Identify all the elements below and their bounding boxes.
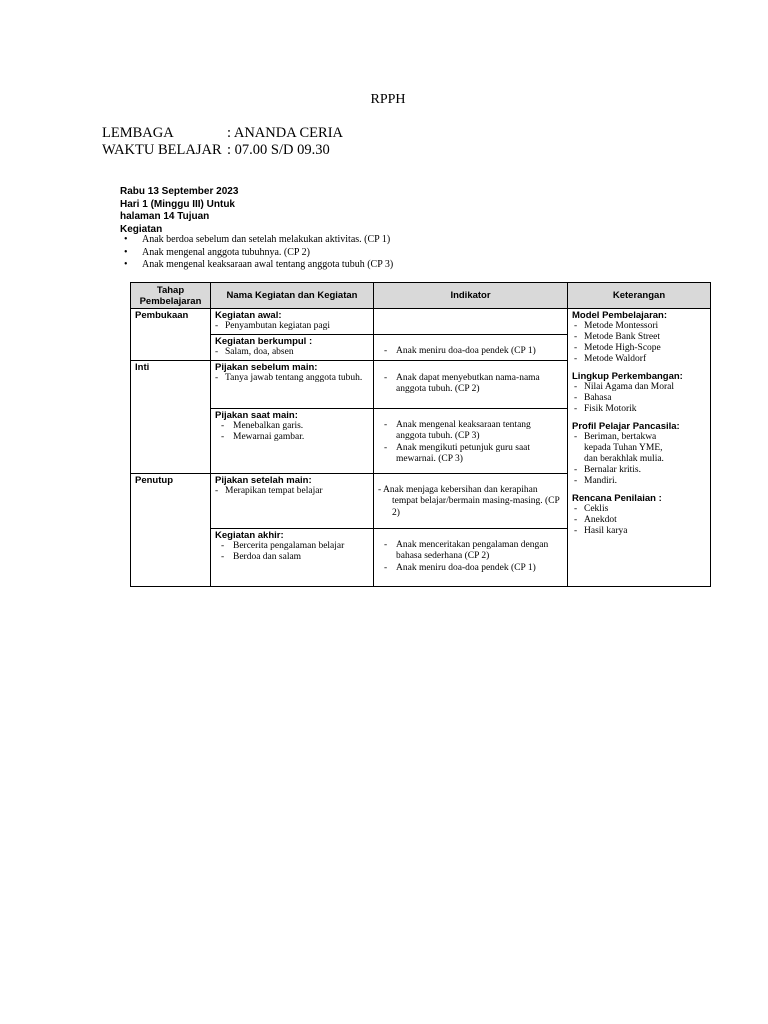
lembaga-line <box>102 125 343 142</box>
keterangan-item: - Bernalar kritis. <box>574 465 641 475</box>
keterangan-heading: Lingkup Perkembangan: <box>572 371 683 382</box>
indicator-item: - Anak mengenal keaksaraan tentang anggota tubuh. (CP 3) <box>384 419 531 441</box>
keterangan-item: - Nilai Agama dan Moral <box>574 382 674 392</box>
keterangan-item: - Fisik Motorik <box>574 404 637 414</box>
keterangan-heading: Profil Pelajar Pancasila: <box>572 421 680 432</box>
indicator-item: - Anak meniru doa-doa pendek (CP 1) <box>384 345 536 356</box>
header-nama-kegiatan: Nama Kegiatan dan Kegiatan <box>211 283 374 309</box>
bullet-icon: • <box>124 259 128 270</box>
activity-title: Kegiatan akhir: <box>215 529 284 541</box>
keterangan-item: - Metode Bank Street <box>574 332 660 342</box>
indicator-item: - Anak mengikuti petunjuk guru saat mewarnai. (CP 3) <box>384 442 531 464</box>
activity-cell <box>211 360 374 408</box>
keterangan-item: - Hasil karya <box>574 526 628 536</box>
activity-item: - Bercerita pengalaman belajar <box>221 540 345 551</box>
activity-item: - Menebalkan garis. <box>221 420 304 431</box>
activity-title: Pijakan sebelum main: <box>215 361 318 373</box>
keterangan-item: - Metode Montessori <box>574 321 659 331</box>
goal-item: • Anak berdoa sebelum dan setelah melakukan aktivitas. (CP 1) <box>124 234 391 245</box>
indicator-item: - Anak dapat menyebutkan nama-nama anggota tubuh. (CP 2) <box>384 372 540 394</box>
kegiatan-heading: Kegiatan <box>120 223 163 235</box>
indicator-cell <box>374 528 568 586</box>
table-row <box>131 309 711 335</box>
day-line: Hari 1 (Minggu III) Untuk <box>120 198 235 210</box>
activity-item: - Merapikan tempat belajar <box>215 485 323 496</box>
activity-title: Kegiatan awal: <box>215 310 282 321</box>
activity-item: - Penyambutan kegiatan pagi <box>215 321 330 331</box>
activity-item: - Tanya jawab tentang anggota tubuh. <box>215 372 363 383</box>
activity-title: Kegiatan berkumpul : <box>215 335 313 347</box>
activity-cell <box>211 408 374 473</box>
stage-pembukaan: Pembukaan <box>131 309 211 361</box>
activity-item: - Berdoa dan salam <box>221 552 302 562</box>
activity-item: - Salam, doa, absen <box>215 346 294 357</box>
header-indikator: Indikator <box>374 283 568 309</box>
bullet-icon: • <box>124 234 128 245</box>
indicator-cell <box>374 360 568 408</box>
stage-penutup: Penutup <box>131 473 211 586</box>
activity-title: Pijakan saat main: <box>215 409 298 421</box>
document-title: RPPH <box>370 92 406 107</box>
goal-item: • Anak mengenal anggota tubuhnya. (CP 2) <box>124 246 310 258</box>
activity-item: - Mewarnai gambar. <box>221 432 305 442</box>
indicator-item: - Anak meniru doa-doa pendek (CP 1) <box>384 562 536 573</box>
header-keterangan: Keterangan <box>568 283 711 309</box>
keterangan-cell <box>568 309 711 587</box>
header-tahap: Tahap Pembelajaran <box>131 283 211 309</box>
indicator-cell <box>374 408 568 473</box>
page-line: halaman 14 Tujuan <box>120 211 210 222</box>
table-header-row <box>131 283 711 309</box>
keterangan-item: - Metode High-Scope <box>574 343 661 353</box>
keterangan-heading: Model Pembelajaran: <box>572 310 668 321</box>
waktu-value: : 07.00 S/D 09.30 <box>227 142 330 158</box>
indicator-cell <box>374 334 568 360</box>
indicator-cell <box>374 473 568 528</box>
keterangan-item: - Anekdot <box>574 515 617 525</box>
activity-cell <box>211 528 374 586</box>
goal-item: • Anak mengenal keaksaraan awal tentang anggota tubuh (CP 3) <box>124 259 394 270</box>
activity-cell <box>211 334 374 360</box>
indicator-item: - Anak menceritakan pengalaman dengan bahasa sederhana (CP 2) <box>384 539 549 561</box>
keterangan-item: - Mandiri. <box>574 476 617 486</box>
indicator-item: - Anak menjaga kebersihan dan kerapihan tempat belajar/bermain masing-masing. (CP 2) <box>378 484 560 518</box>
stage-inti: Inti <box>131 360 211 473</box>
waktu-label: WAKTU BELAJAR <box>102 142 222 158</box>
bullet-icon: • <box>124 246 128 258</box>
keterangan-item: - Bahasa <box>574 393 612 403</box>
lembaga-value: : ANANDA CERIA <box>227 125 344 141</box>
keterangan-item: - Metode Waldorf <box>574 354 647 364</box>
indicator-cell <box>374 309 568 335</box>
activity-title: Pijakan setelah main: <box>215 474 312 486</box>
waktu-line <box>102 142 330 159</box>
activity-cell <box>211 309 374 335</box>
keterangan-item: - Beriman, bertakwa kepada Tuhan YME, dan berakhlak mulia. <box>574 432 664 464</box>
date-line: Rabu 13 September 2023 <box>120 186 239 197</box>
lembaga-label: LEMBAGA <box>102 125 174 141</box>
goal-list <box>120 234 393 272</box>
keterangan-heading: Rencana Penilaian : <box>572 493 662 504</box>
intro-block <box>120 186 238 236</box>
lesson-plan-table <box>130 282 711 587</box>
keterangan-item: - Ceklis <box>574 504 609 514</box>
activity-cell <box>211 473 374 528</box>
